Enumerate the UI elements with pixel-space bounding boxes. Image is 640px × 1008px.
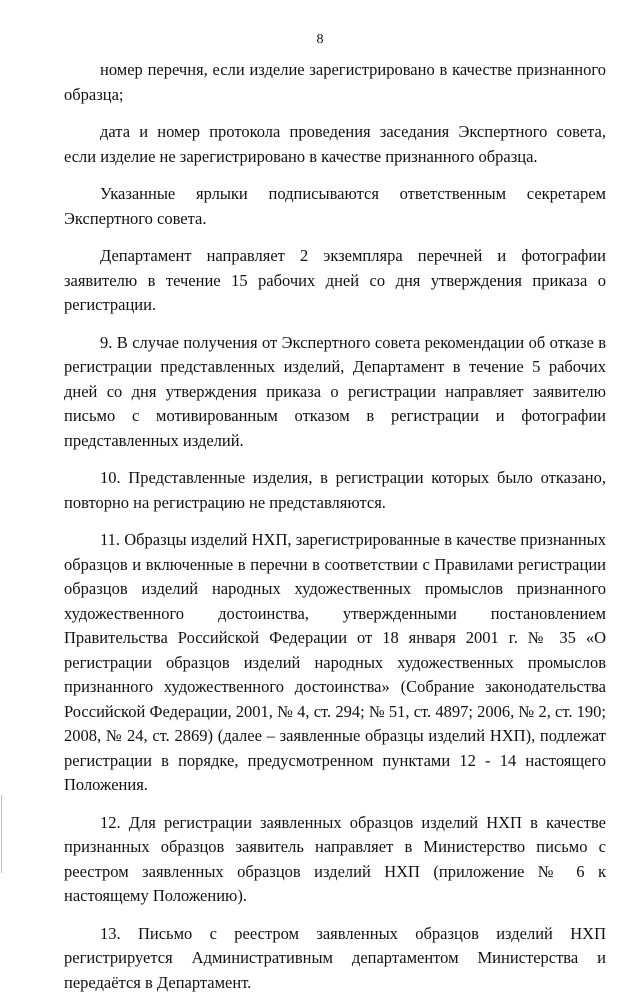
- paragraph-item-11: 11. Образцы изделий НХП, зарегистрированные в качестве признанных образцов и включенные в перечни в соответствии с Правилами регистрации образцов изделий народных художественных промыслов признанного художественного достоинства, утвержденными постановлением Правительства Российской Федерации от 18 января 2001 г. № 35 «О регистрации образцов изделий народных художественных промыслов признанного художественного достоинства» (Собрание законодательства Российской Федерации, 2001, № 4, ст. 294; № 51, ст. 4897; 2006, № 2, ст. 190; 2008, № 24, ст. 2869) (далее – заявленные образцы изделий НХП), подлежат регистрации в порядке, предусмотренном пунктами 12 - 14 настоящего Положения.: [64, 530, 606, 794]
- document-body: [64, 58, 606, 1008]
- scan-edge-mark: [1, 795, 2, 873]
- paragraph-item-10: 10. Представленные изделия, в регистрации которых было отказано, повторно на регистрацию не представляются.: [64, 468, 606, 512]
- paragraph-list-number: номер перечня, если изделие зарегистрировано в качестве признанного образца;: [64, 60, 606, 104]
- paragraph-protocol-date: дата и номер протокола проведения заседания Экспертного совета, если изделие не зарегистрировано в качестве признанного образца.: [64, 122, 606, 166]
- paragraph-item-9: 9. В случае получения от Экспертного совета рекомендации об отказе в регистрации представленных изделий, Департамент в течение 5 рабочих дней со дня утверждения приказа о регистрации направляет заявителю письмо с мотивированным отказом в регистрации и фотографии представленных изделий.: [64, 332, 606, 450]
- page-number: 8: [316, 32, 324, 47]
- paragraph-item-13: 13. Письмо с реестром заявленных образцов изделий НХП регистрируется Административным департаментом Министерства и передаётся в Департамент.: [64, 923, 606, 992]
- paragraph-item-12: 12. Для регистрации заявленных образцов изделий НХП в качестве признанных образцов заявитель направляет в Министерство письмо с реестром заявленных образцов изделий НХП (приложение № 6 к настоящему Положению).: [64, 812, 606, 905]
- paragraph-labels-signed: Указанные ярлыки подписываются ответственным секретарем Экспертного совета.: [64, 184, 606, 228]
- paragraph-department-sends: Департамент направляет 2 экземпляра перечней и фотографии заявителю в течение 15 рабочих дней со дня утверждения приказа о регистрации.: [64, 246, 606, 314]
